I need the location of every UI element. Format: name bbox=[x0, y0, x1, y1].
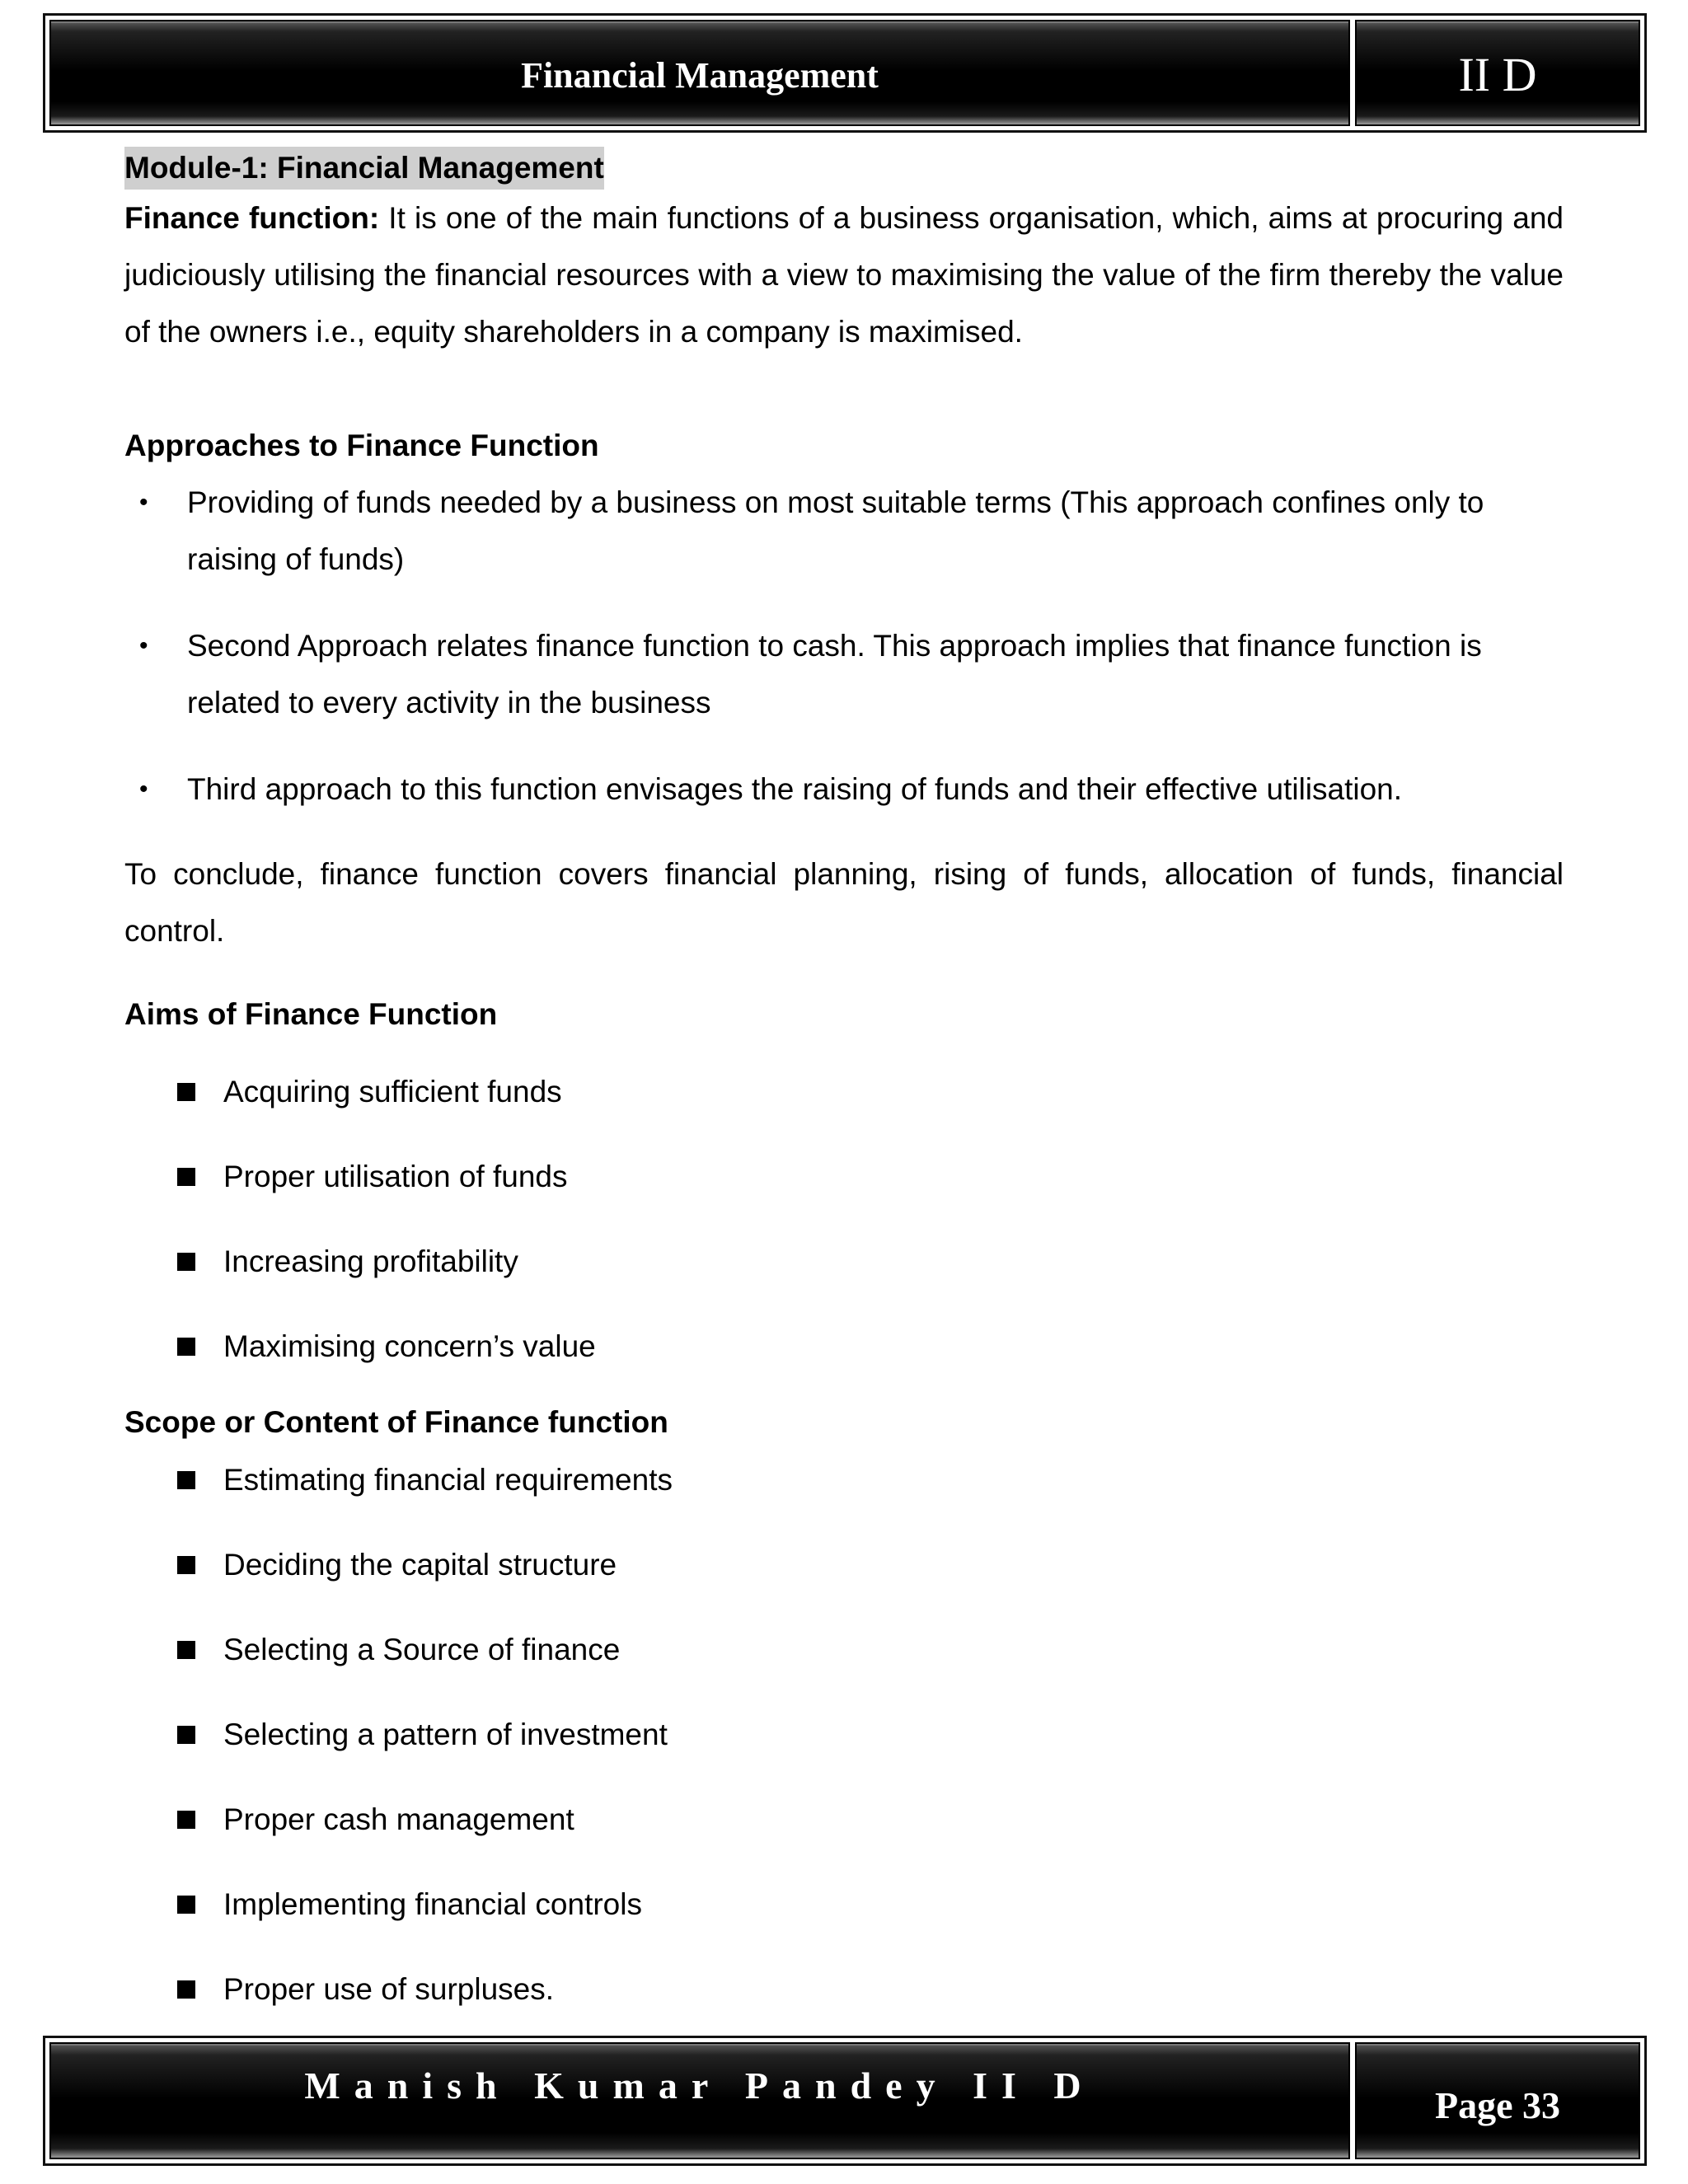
scope-list bbox=[124, 1459, 1564, 2011]
page-header bbox=[43, 13, 1647, 133]
square-bullet-icon bbox=[177, 1556, 195, 1574]
finance-function-label: Finance function: bbox=[124, 201, 380, 235]
footer-author-bar bbox=[49, 2042, 1350, 2159]
approaches-list bbox=[124, 474, 1564, 818]
approach-text: Third approach to this function envisages the raising of funds and their effective utilisation. bbox=[187, 772, 1403, 806]
page-footer bbox=[43, 2036, 1647, 2166]
conclusion-paragraph: To conclude, finance function covers financial planning, rising of funds, allocation of funds, financial control. bbox=[124, 857, 1564, 948]
list-item bbox=[124, 1240, 1564, 1283]
square-bullet-icon bbox=[177, 1253, 195, 1271]
aim-text: Proper utilisation of funds bbox=[223, 1160, 568, 1193]
approach-text: Second Approach relates finance function to cash. This approach implies that finance function is related to every activity in the business bbox=[187, 629, 1482, 719]
scope-text: Estimating financial requirements bbox=[223, 1463, 673, 1497]
list-item bbox=[124, 617, 1564, 731]
square-bullet-icon bbox=[177, 1980, 195, 1999]
square-bullet-icon bbox=[177, 1471, 195, 1489]
aim-text: Acquiring sufficient funds bbox=[223, 1075, 562, 1108]
list-item bbox=[124, 1544, 1564, 1586]
square-bullet-icon bbox=[177, 1168, 195, 1186]
list-item bbox=[124, 1883, 1564, 1926]
finance-function-text: It is one of the main functions of a business organisation, which, aims at procuring and judiciously utilising the financial resources with a view to maximising the value of the firm thereby the value of the owners i.e., equity shareholders in a company is maximised. bbox=[124, 201, 1564, 349]
list-item bbox=[124, 474, 1564, 588]
approach-text: Providing of funds needed by a business on most suitable terms (This approach confines only to raising of funds) bbox=[187, 485, 1484, 576]
scope-heading: Scope or Content of Finance function bbox=[124, 1405, 668, 1439]
header-title-bar bbox=[49, 20, 1350, 126]
square-bullet-icon bbox=[177, 1726, 195, 1744]
aims-heading: Aims of Finance Function bbox=[124, 997, 498, 1031]
header-title: Financial Management bbox=[521, 55, 879, 96]
list-item bbox=[124, 1798, 1564, 1841]
finance-function-paragraph bbox=[124, 190, 1564, 360]
aim-text: Increasing profitability bbox=[223, 1244, 518, 1278]
scope-text: Selecting a pattern of investment bbox=[223, 1718, 668, 1751]
scope-text: Deciding the capital structure bbox=[223, 1548, 617, 1582]
list-item bbox=[124, 1325, 1564, 1368]
module-title: Module-1: Financial Management bbox=[124, 147, 604, 190]
square-bullet-icon bbox=[177, 1083, 195, 1101]
bullet-icon: • bbox=[139, 489, 148, 516]
list-item bbox=[124, 761, 1564, 818]
aim-text: Maximising concern’s value bbox=[223, 1329, 596, 1363]
scope-text: Proper cash management bbox=[223, 1802, 574, 1836]
bullet-icon: • bbox=[139, 632, 148, 659]
square-bullet-icon bbox=[177, 1896, 195, 1914]
list-item bbox=[124, 1155, 1564, 1198]
scope-text: Proper use of surpluses. bbox=[223, 1972, 555, 2006]
square-bullet-icon bbox=[177, 1811, 195, 1829]
page-number: Page 33 bbox=[1434, 2084, 1560, 2126]
footer-page-bar bbox=[1355, 2042, 1640, 2159]
document-body bbox=[124, 147, 1564, 2011]
list-item bbox=[124, 1968, 1564, 2011]
header-code-bar bbox=[1355, 20, 1640, 126]
scope-text: Implementing financial controls bbox=[223, 1887, 642, 1921]
bullet-icon: • bbox=[139, 776, 148, 803]
scope-text: Selecting a Source of finance bbox=[223, 1633, 621, 1666]
list-item bbox=[124, 1459, 1564, 1502]
list-item bbox=[124, 1629, 1564, 1671]
header-code: II D bbox=[1458, 48, 1537, 101]
square-bullet-icon bbox=[177, 1641, 195, 1659]
approaches-heading: Approaches to Finance Function bbox=[124, 429, 599, 462]
list-item bbox=[124, 1071, 1564, 1113]
square-bullet-icon bbox=[177, 1338, 195, 1356]
list-item bbox=[124, 1713, 1564, 1756]
footer-author: Manish Kumar Pandey II D bbox=[304, 2064, 1095, 2107]
aims-list bbox=[124, 1071, 1564, 1368]
